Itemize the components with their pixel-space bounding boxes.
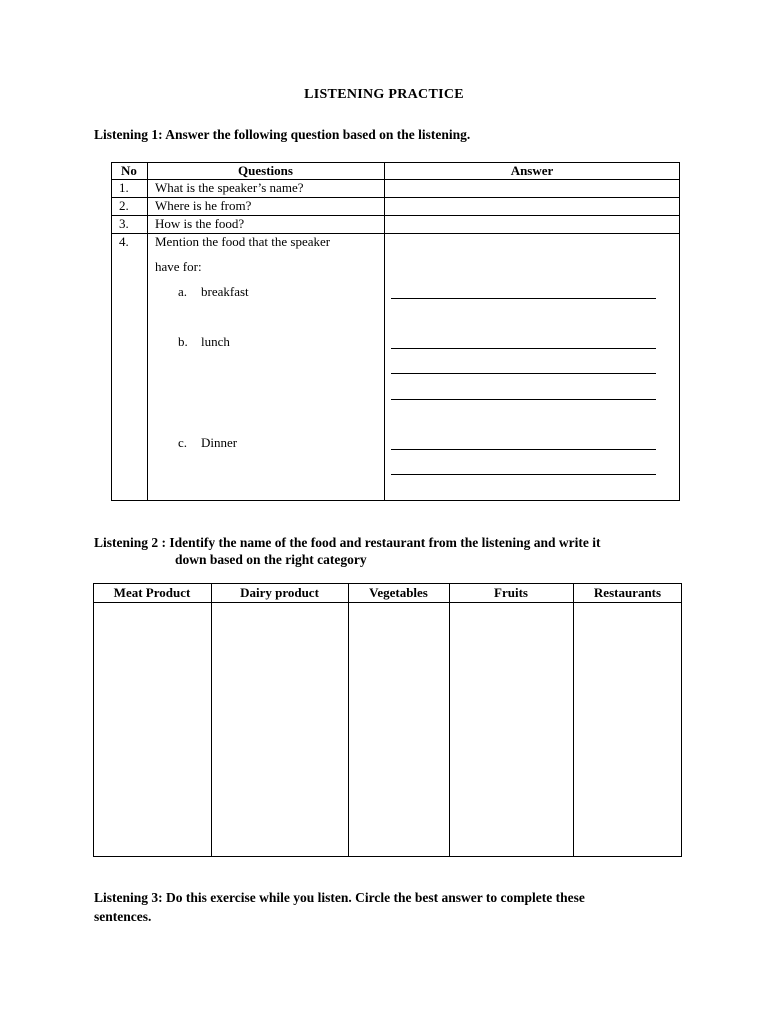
listening-1-table (111, 162, 680, 501)
header-fruits: Fruits (494, 585, 528, 600)
column-divider (449, 583, 450, 857)
sub-item-letter: a. (178, 284, 188, 299)
header-dairy-product: Dairy product (240, 585, 319, 600)
page-title: LISTENING PRACTICE (304, 87, 464, 102)
column-divider (573, 583, 574, 857)
header-meat-product: Meat Product (113, 585, 191, 600)
question-text: Where is he from? (155, 198, 252, 213)
listening-3-heading-continued: sentences. (94, 909, 152, 924)
answer-blank-line[interactable] (391, 373, 656, 374)
listening-2-heading: Listening 2 : Identify the name of the food and restaurant from the listening and write it (94, 535, 601, 550)
sub-item-label: lunch (201, 334, 230, 349)
answer-blank-line[interactable] (391, 348, 656, 349)
header-vegetables: Vegetables (369, 585, 428, 600)
listening-3-heading: Listening 3: Do this exercise while you listen. Circle the best answer to complete these (94, 890, 585, 905)
table-border (93, 583, 682, 857)
answer-blank-line[interactable] (391, 449, 656, 450)
answer-blank-line[interactable] (391, 298, 656, 299)
sub-item-label: Dinner (201, 435, 238, 450)
listening-2-heading-continued: down based on the right category (175, 552, 367, 567)
header-row-divider (93, 602, 682, 603)
sub-item-label: breakfast (201, 284, 249, 299)
header-restaurants: Restaurants (593, 585, 662, 600)
header-no: No (121, 163, 137, 178)
row-number: 2. (119, 198, 129, 213)
column-divider (211, 583, 212, 857)
question-text: have for: (155, 259, 202, 274)
answer-blank-line[interactable] (391, 399, 656, 400)
answer-blank-line[interactable] (391, 474, 656, 475)
column-divider (384, 162, 385, 501)
listening-2-category-table (93, 583, 682, 857)
question-text: What is the speaker’s name? (155, 180, 304, 195)
header-answer: Answer (510, 163, 554, 178)
sub-item-letter: c. (178, 435, 188, 450)
listening-1-heading: Listening 1: Answer the following question based on the listening. (94, 127, 471, 142)
row-number: 3. (119, 216, 129, 231)
sub-item-letter: b. (178, 334, 188, 349)
row-number: 4. (119, 234, 129, 249)
row-number: 1. (119, 180, 129, 195)
question-text: How is the food? (155, 216, 245, 231)
column-divider (348, 583, 349, 857)
column-divider (147, 162, 148, 501)
question-text: Mention the food that the speaker (155, 234, 331, 249)
header-questions: Questions (238, 163, 293, 178)
